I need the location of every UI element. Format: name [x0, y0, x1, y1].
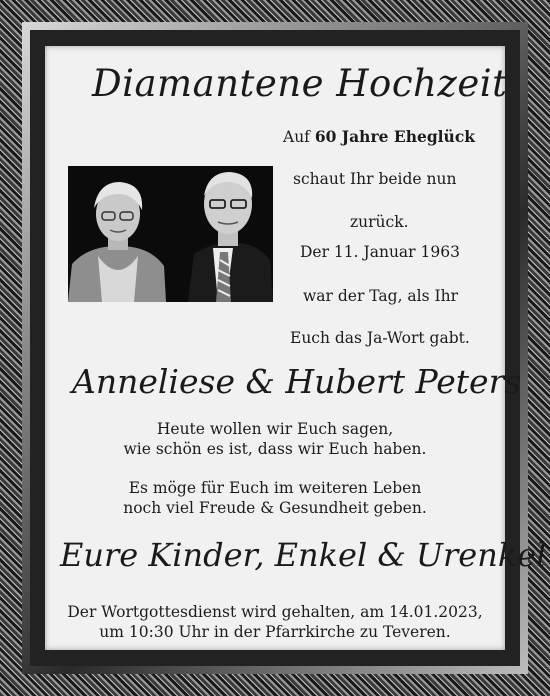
footer-line-2: um 10:30 Uhr in der Pfarrkirche zu Teveren. — [99, 623, 451, 641]
verse-1-line-1: Heute wollen wir Euch sagen, — [156, 420, 394, 438]
intro-line-5: war der Tag, als Ihr — [303, 287, 459, 305]
intro-line-1-prefix: Auf — [283, 128, 315, 146]
intro-line-1 — [283, 127, 475, 146]
intro-line-6: Euch das Ja-Wort gabt. — [290, 329, 470, 347]
verse-2 — [45, 478, 505, 518]
footer-service-info — [45, 602, 505, 642]
intro-line-3: zurück. — [350, 213, 409, 231]
verse-2-line-1: Es möge für Euch im weiteren Leben — [128, 479, 422, 497]
signature: Eure Kinder, Enkel & Urenkel — [60, 536, 547, 574]
intro-line-1-bold: 60 Jahre Eheglück — [314, 127, 475, 146]
couple-photo-illustration — [68, 166, 273, 302]
couple-photo — [68, 166, 273, 302]
verse-2-line-2: noch viel Freude & Gesundheit geben. — [123, 499, 427, 517]
intro-line-2: schaut Ihr beide nun — [293, 170, 457, 188]
verse-1 — [45, 419, 505, 459]
verse-1-line-2: wie schön es ist, dass wir Euch haben. — [123, 440, 427, 458]
couple-names: Anneliese & Hubert Peters — [72, 362, 522, 401]
footer-line-1: Der Wortgottesdienst wird gehalten, am 14.01.2023, — [67, 603, 483, 621]
intro-line-4: Der 11. Januar 1963 — [300, 243, 460, 261]
heading-title: Diamantene Hochzeit — [92, 62, 508, 105]
